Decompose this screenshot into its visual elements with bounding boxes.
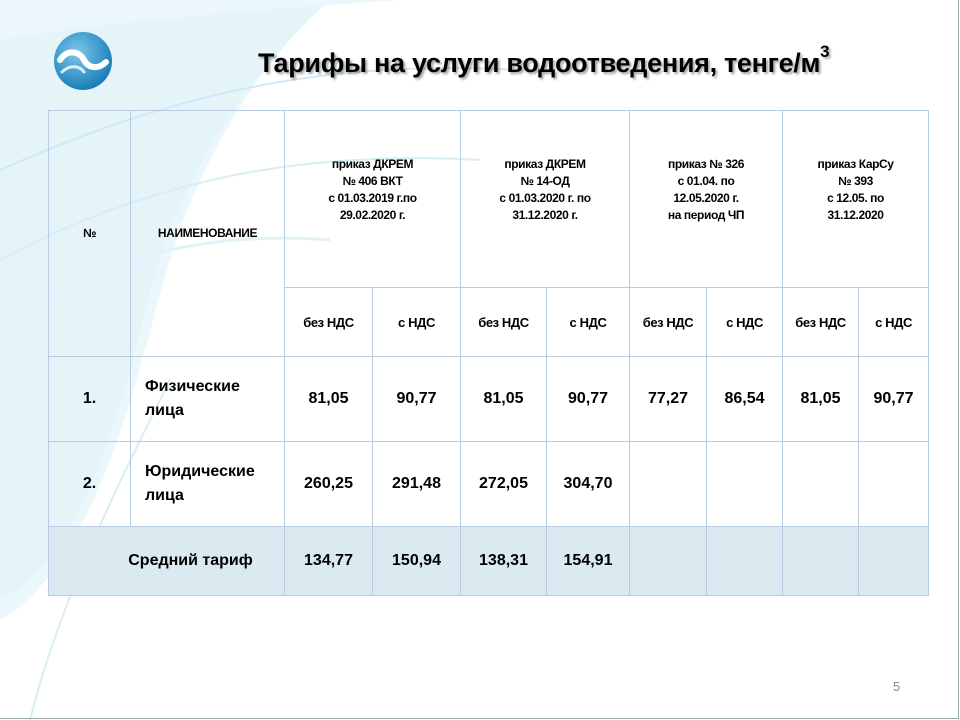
header-order-2: приказ ДКРЕМ № 14-ОД с 01.03.2020 г. по 31.12.2020 г. <box>461 111 630 288</box>
header-with-vat: с НДС <box>707 288 783 357</box>
slide-title <box>258 42 830 79</box>
header-row-orders <box>49 111 929 288</box>
header-num: № <box>49 111 131 357</box>
table-cell: 272,05 <box>461 442 547 527</box>
header-name: НАИМЕНОВАНИЕ <box>131 111 285 357</box>
average-cell <box>630 527 707 596</box>
average-cell: 134,77 <box>285 527 373 596</box>
table-cell <box>630 442 707 527</box>
table-row <box>49 357 929 442</box>
table-cell: 81,05 <box>783 357 859 442</box>
average-cell <box>783 527 859 596</box>
average-cell: 138,31 <box>461 527 547 596</box>
header-with-vat: с НДС <box>547 288 630 357</box>
table-cell: 77,27 <box>630 357 707 442</box>
header-with-vat: с НДС <box>373 288 461 357</box>
header-without-vat: без НДС <box>285 288 373 357</box>
table-cell: 81,05 <box>461 357 547 442</box>
table-cell: 90,77 <box>547 357 630 442</box>
slide-title-text: Тарифы на услуги водоотведения, тенге/м <box>258 48 821 78</box>
average-cell: 150,94 <box>373 527 461 596</box>
slide-title-superscript: 3 <box>820 42 830 61</box>
header-order-1: приказ ДКРЕМ № 406 ВКТ с 01.03.2019 г.по 29.02.2020 г. <box>285 111 461 288</box>
table-cell: 260,25 <box>285 442 373 527</box>
table-row <box>49 442 929 527</box>
table-cell: 90,77 <box>373 357 461 442</box>
average-tariff-label: Средний тариф <box>49 527 285 596</box>
row-number: 2. <box>49 442 131 527</box>
header-order-4: приказ КарСу № 393 с 12.05. по 31.12.2020 <box>783 111 929 288</box>
row-name: Юридические лица <box>131 442 285 527</box>
table-cell: 81,05 <box>285 357 373 442</box>
average-cell <box>859 527 929 596</box>
header-without-vat: без НДС <box>630 288 707 357</box>
average-tariff-row <box>49 527 929 596</box>
average-cell <box>707 527 783 596</box>
table-cell: 86,54 <box>707 357 783 442</box>
water-drop-logo <box>52 30 114 92</box>
header-without-vat: без НДС <box>461 288 547 357</box>
table-cell <box>859 442 929 527</box>
table-cell: 291,48 <box>373 442 461 527</box>
table-cell: 304,70 <box>547 442 630 527</box>
tariffs-table <box>48 110 929 596</box>
table-cell <box>707 442 783 527</box>
page-number: 5 <box>893 679 901 694</box>
header-order-3: приказ № 326 с 01.04. по 12.05.2020 г. на период ЧП <box>630 111 783 288</box>
table-cell <box>783 442 859 527</box>
table-cell: 90,77 <box>859 357 929 442</box>
average-cell: 154,91 <box>547 527 630 596</box>
header-with-vat: с НДС <box>859 288 929 357</box>
row-name: Физические лица <box>131 357 285 442</box>
header-without-vat: без НДС <box>783 288 859 357</box>
row-number: 1. <box>49 357 131 442</box>
